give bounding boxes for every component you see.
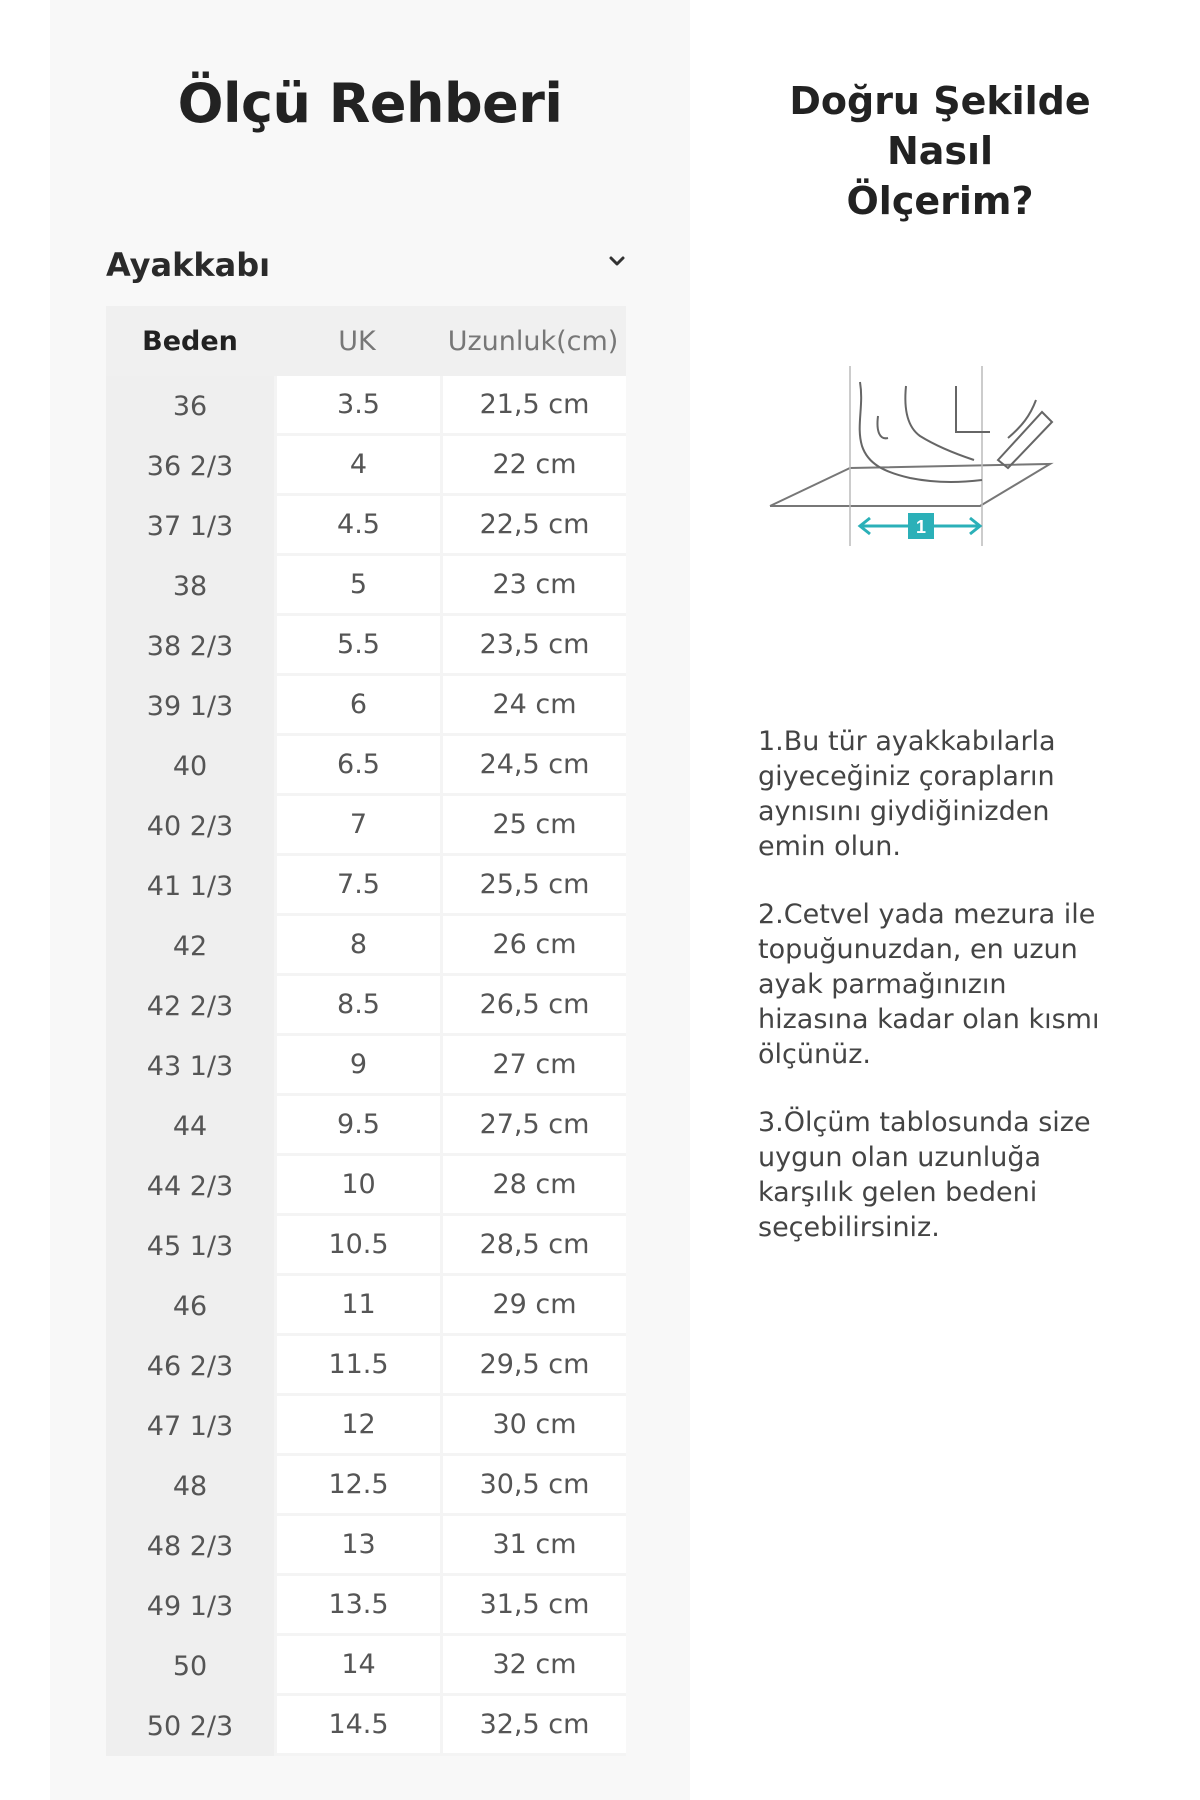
uk-cell: 9.5	[274, 1096, 440, 1156]
chevron-down-icon[interactable]	[608, 252, 626, 270]
length-cell: 27,5 cm	[440, 1096, 626, 1156]
uk-cell: 10	[274, 1156, 440, 1216]
instruction-line: ölçünüz.	[758, 1039, 871, 1070]
column-header-uk: UK	[274, 306, 440, 376]
uk-cell: 7	[274, 796, 440, 856]
table-row	[106, 856, 626, 916]
instruction-step	[758, 1105, 1158, 1245]
length-cell: 22,5 cm	[440, 496, 626, 556]
table-row	[106, 376, 626, 436]
table-row	[106, 1156, 626, 1216]
marker-label: 1	[915, 517, 927, 537]
instruction-line: ayak parmağınızın	[758, 969, 1007, 1000]
length-cell: 24 cm	[440, 676, 626, 736]
table-row	[106, 796, 626, 856]
length-cell: 25 cm	[440, 796, 626, 856]
uk-cell: 11.5	[274, 1336, 440, 1396]
uk-cell: 14	[274, 1636, 440, 1696]
instruction-line: 1.Bu tür ayakkabılarla	[758, 726, 1056, 757]
length-cell: 32 cm	[440, 1636, 626, 1696]
length-cell: 28 cm	[440, 1156, 626, 1216]
size-cell: 48	[106, 1456, 274, 1516]
instruction-line: karşılık gelen bedeni	[758, 1177, 1038, 1208]
table-row	[106, 556, 626, 616]
instruction-step	[758, 724, 1158, 864]
howto-title	[740, 76, 1140, 226]
size-cell: 38 2/3	[106, 616, 274, 676]
size-cell: 38	[106, 556, 274, 616]
table-row	[106, 436, 626, 496]
length-cell: 26,5 cm	[440, 976, 626, 1036]
uk-cell: 7.5	[274, 856, 440, 916]
length-cell: 27 cm	[440, 1036, 626, 1096]
length-cell: 30,5 cm	[440, 1456, 626, 1516]
size-cell: 39 1/3	[106, 676, 274, 736]
size-cell: 43 1/3	[106, 1036, 274, 1096]
table-row	[106, 1276, 626, 1336]
uk-cell: 12.5	[274, 1456, 440, 1516]
length-cell: 32,5 cm	[440, 1696, 626, 1756]
uk-cell: 4	[274, 436, 440, 496]
length-cell: 25,5 cm	[440, 856, 626, 916]
size-cell: 36	[106, 376, 274, 436]
instruction-line: seçebilirsiniz.	[758, 1212, 940, 1243]
table-row	[106, 1036, 626, 1096]
length-cell: 21,5 cm	[440, 376, 626, 436]
size-cell: 44	[106, 1096, 274, 1156]
instruction-line: emin olun.	[758, 831, 901, 862]
instruction-line: uygun olan uzunluğa	[758, 1142, 1042, 1173]
table-row	[106, 1216, 626, 1276]
size-cell: 50	[106, 1636, 274, 1696]
uk-cell: 6	[274, 676, 440, 736]
howto-title-line: Ölçerim?	[846, 179, 1034, 223]
instruction-line: giyeceğiniz çorapların	[758, 761, 1055, 792]
length-cell: 29 cm	[440, 1276, 626, 1336]
uk-cell: 14.5	[274, 1696, 440, 1756]
size-cell: 40	[106, 736, 274, 796]
table-row	[106, 496, 626, 556]
length-cell: 23,5 cm	[440, 616, 626, 676]
size-cell: 50 2/3	[106, 1696, 274, 1756]
uk-cell: 6.5	[274, 736, 440, 796]
howto-title-line: Doğru Şekilde Nasıl	[789, 79, 1091, 173]
table-row	[106, 616, 626, 676]
length-cell: 22 cm	[440, 436, 626, 496]
uk-cell: 8.5	[274, 976, 440, 1036]
foot-measure-icon	[760, 356, 1090, 556]
uk-cell: 13	[274, 1516, 440, 1576]
uk-cell: 8	[274, 916, 440, 976]
column-header-size: Beden	[106, 306, 274, 376]
table-row	[106, 916, 626, 976]
length-cell: 30 cm	[440, 1396, 626, 1456]
instructions	[758, 724, 1158, 1278]
size-cell: 37 1/3	[106, 496, 274, 556]
size-cell: 48 2/3	[106, 1516, 274, 1576]
uk-cell: 12	[274, 1396, 440, 1456]
size-cell: 44 2/3	[106, 1156, 274, 1216]
uk-cell: 4.5	[274, 496, 440, 556]
size-cell: 40 2/3	[106, 796, 274, 856]
column-header-length: Uzunluk(cm)	[440, 306, 626, 376]
size-cell: 46	[106, 1276, 274, 1336]
length-cell: 31,5 cm	[440, 1576, 626, 1636]
instruction-step	[758, 897, 1158, 1072]
page-title: Ölçü Rehberi	[177, 72, 563, 135]
table-row	[106, 736, 626, 796]
length-cell: 31 cm	[440, 1516, 626, 1576]
uk-cell: 5.5	[274, 616, 440, 676]
instruction-line: hizasına kadar olan kısmı	[758, 1004, 1100, 1035]
table-row	[106, 1336, 626, 1396]
table-header-row	[106, 306, 626, 376]
instruction-line: topuğunuzdan, en uzun	[758, 934, 1078, 965]
uk-cell: 10.5	[274, 1216, 440, 1276]
table-row	[106, 1396, 626, 1456]
size-cell: 42	[106, 916, 274, 976]
instruction-line: aynısını giydiğinizden	[758, 796, 1050, 827]
category-dropdown-label[interactable]: Ayakkabı	[106, 246, 271, 284]
instruction-line: 2.Cetvel yada mezura ile	[758, 899, 1096, 930]
size-cell: 47 1/3	[106, 1396, 274, 1456]
table-row	[106, 1696, 626, 1756]
length-cell: 28,5 cm	[440, 1216, 626, 1276]
size-cell: 49 1/3	[106, 1576, 274, 1636]
table-row	[106, 976, 626, 1036]
uk-cell: 3.5	[274, 376, 440, 436]
length-cell: 24,5 cm	[440, 736, 626, 796]
table-row	[106, 676, 626, 736]
size-table	[106, 306, 626, 1756]
size-cell: 42 2/3	[106, 976, 274, 1036]
table-row	[106, 1456, 626, 1516]
instruction-line: 3.Ölçüm tablosunda size	[758, 1107, 1091, 1138]
size-cell: 36 2/3	[106, 436, 274, 496]
size-cell: 41 1/3	[106, 856, 274, 916]
uk-cell: 5	[274, 556, 440, 616]
table-row	[106, 1636, 626, 1696]
table-row	[106, 1516, 626, 1576]
length-cell: 29,5 cm	[440, 1336, 626, 1396]
table-row	[106, 1576, 626, 1636]
size-cell: 45 1/3	[106, 1216, 274, 1276]
uk-cell: 9	[274, 1036, 440, 1096]
length-cell: 23 cm	[440, 556, 626, 616]
table-row	[106, 1096, 626, 1156]
size-cell: 46 2/3	[106, 1336, 274, 1396]
uk-cell: 13.5	[274, 1576, 440, 1636]
uk-cell: 11	[274, 1276, 440, 1336]
length-cell: 26 cm	[440, 916, 626, 976]
